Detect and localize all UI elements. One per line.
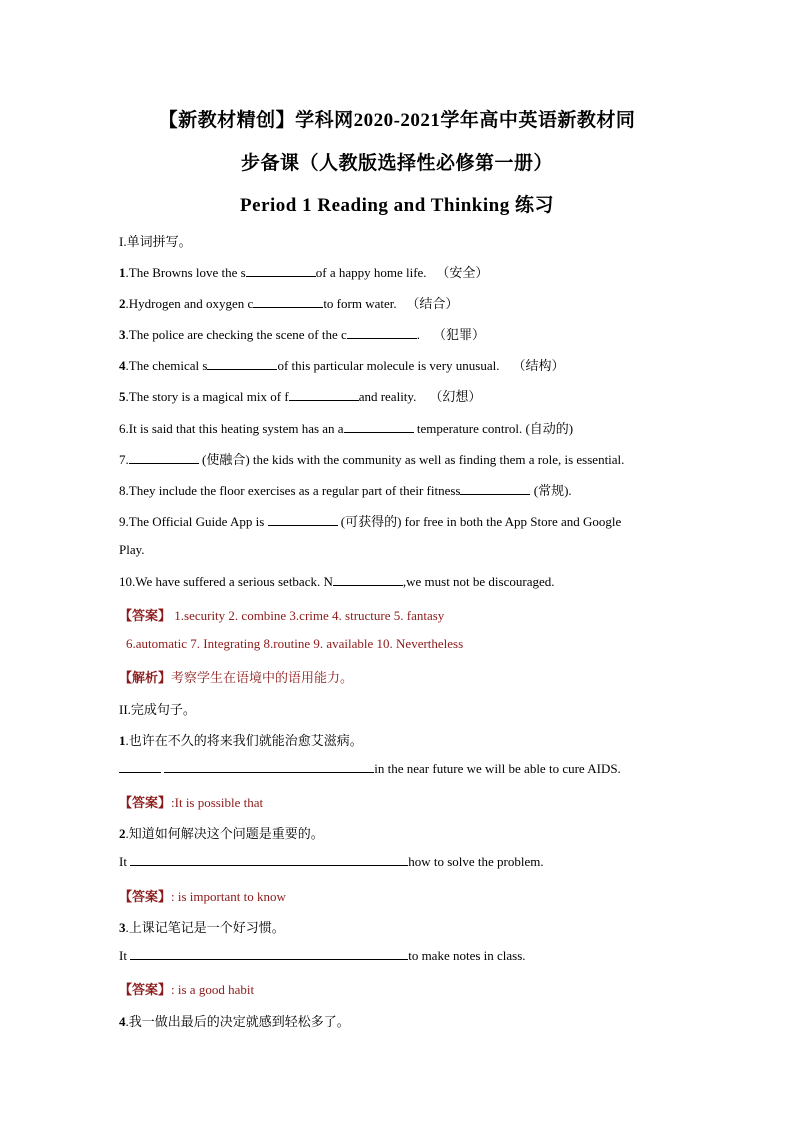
- sentence-answer-line-1: in the near future we will be able to cure AIDS.: [119, 761, 621, 777]
- sentence-answer-2: 【答案】: is important to know: [119, 889, 286, 904]
- section-2-heading: II.完成句子。: [119, 702, 196, 717]
- answer-blank[interactable]: [333, 574, 403, 586]
- doc-title-line-3: Period 1 Reading and Thinking 练习: [240, 195, 554, 216]
- question-9: 9.The Official Guide App is (可获得的) for free in both the App Store and Google: [119, 514, 622, 529]
- analysis: 【解析】考察学生在语境中的语用能力。: [119, 670, 354, 685]
- sentence-answer-line-3: It to make notes in class.: [119, 948, 526, 963]
- question-4: 4.The chemical s of this particular molecule is very unusual. （结构）: [119, 358, 565, 373]
- sentence-question-1: 1.也许在不久的将来我们就能治愈艾滋病。: [119, 733, 363, 748]
- sentence-question-2: 2.知道如何解决这个问题是重要的。: [119, 826, 324, 841]
- question-2: 2.Hydrogen and oxygen c to form water. （结合）: [119, 296, 459, 311]
- answer-blank[interactable]: [119, 761, 161, 773]
- answer-key-1: 【答案】 1.security 2. combine 3.crime 4. structure 5. fantasy: [119, 608, 445, 623]
- question-5: 5.The story is a magical mix of f and reality. （幻想）: [119, 389, 482, 404]
- answer-blank[interactable]: [246, 265, 316, 277]
- answer-blank[interactable]: [344, 421, 414, 433]
- answer-blank[interactable]: [207, 358, 277, 370]
- answer-blank[interactable]: [253, 296, 323, 308]
- doc-title-line-2: 步备课（人教版选择性必修第一册）: [240, 153, 553, 174]
- question-3: 3.The police are checking the scene of the c . （犯罪）: [119, 327, 486, 342]
- answer-blank[interactable]: [164, 761, 374, 773]
- question-1: 1.The Browns love the s of a happy home life. （安全）: [119, 265, 489, 280]
- answer-blank[interactable]: [129, 452, 199, 464]
- answer-blank[interactable]: [460, 483, 530, 495]
- section-1-heading: I.单词拼写。: [119, 234, 192, 249]
- answer-blank[interactable]: [347, 327, 417, 339]
- sentence-answer-3: 【答案】: is a good habit: [119, 982, 255, 997]
- question-10: 10.We have suffered a serious setback. N ,we must not be discouraged.: [119, 574, 555, 589]
- sentence-answer-line-2: It how to solve the problem.: [119, 854, 544, 869]
- question-8: 8.They include the floor exercises as a regular part of their fitness (常规).: [119, 483, 572, 498]
- doc-title-line-1: 【新教材精创】学科网2020-2021学年高中英语新教材同: [158, 110, 636, 131]
- question-7: 7. (使融合) the kids with the community as well as finding them a role, is essential.: [119, 452, 625, 467]
- answer-key-2: 6.automatic 7. Integrating 8.routine 9. available 10. Nevertheless: [126, 636, 464, 651]
- question-9-continued: Play.: [119, 542, 145, 557]
- answer-blank[interactable]: [268, 514, 338, 526]
- question-6: 6.It is said that this heating system has an a temperature control. (自动的): [119, 421, 574, 436]
- answer-blank[interactable]: [130, 854, 408, 866]
- sentence-question-3: 3.上课记笔记是一个好习惯。: [119, 920, 285, 935]
- answer-blank[interactable]: [289, 389, 359, 401]
- sentence-answer-1: 【答案】:It is possible that: [119, 795, 264, 810]
- answer-blank[interactable]: [130, 948, 408, 960]
- sentence-question-4: 4.我一做出最后的决定就感到轻松多了。: [119, 1014, 350, 1029]
